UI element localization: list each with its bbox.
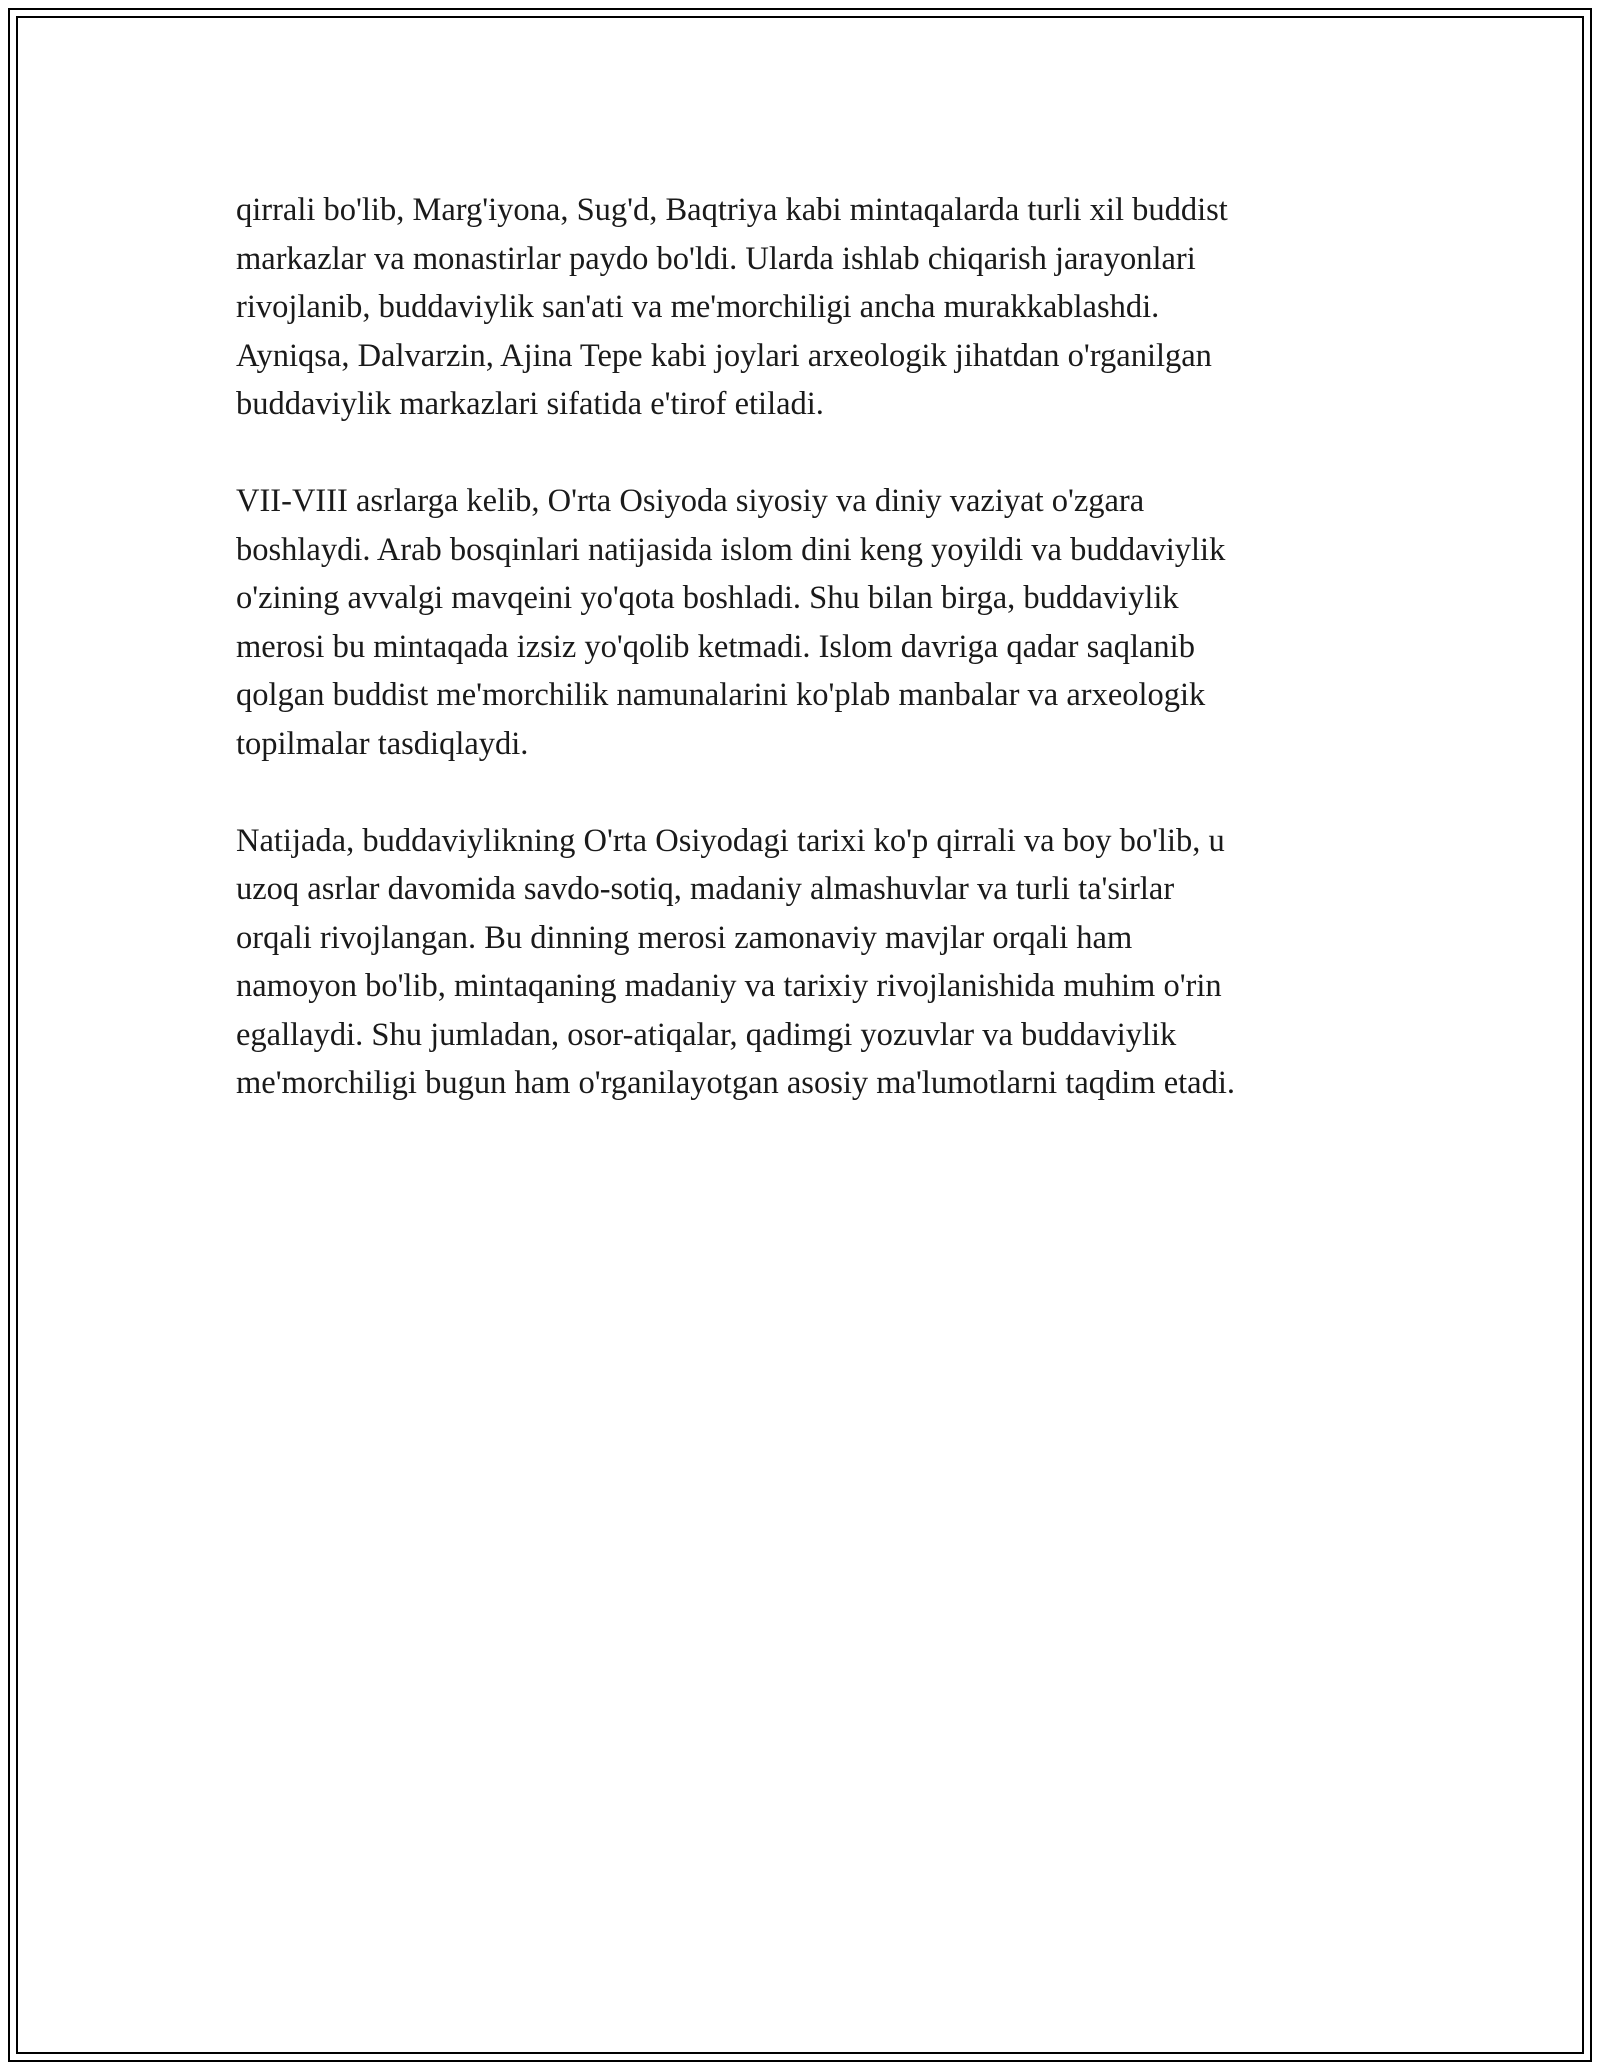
document-body — [236, 186, 1386, 1156]
paragraph-1: qirrali bo'lib, Marg'iyona, Sug'd, Baqtriya kabi mintaqalarda turli xil buddist markazlar va monastirlar paydo bo'ldi. Ularda ishlab chiqarish jarayonlari rivojlanib, buddaviylik san'ati va me'morchiligi ancha murakkablashdi. Ayniqsa, Dalvarzin, Ajina Tepe kabi joylari arxeologik jihatdan o'rganilgan buddaviylik markazlari sifatida e'tirof etiladi. — [236, 192, 1228, 422]
paragraph-3: Natijada, buddaviylikning O'rta Osiyodagi tarixi ko'p qirrali va boy bo'lib, u uzoq asrlar davomida savdo-sotiq, madaniy almashuvlar va turli ta'sirlar orqali rivojlangan. Bu dinning merosi zamonaviy mavjlar orqali ham namoyon bo'lib, mintaqaning madaniy va tarixiy rivojlanishida muhim o'rin egallaydi. Shu jumladan, osor-atiqalar, qadimgi yozuvlar va buddaviylik me'morchiligi bugun ham o'rganilayotgan asosiy ma'lumotlarni taqdim etadi. — [236, 822, 1235, 1101]
paragraph-2: VII-VIII asrlarga kelib, O'rta Osiyoda siyosiy va diniy vaziyat o'zgara boshlaydi. Arab bosqinlari natijasida islom dini keng yoyildi va buddaviylik o'zining avvalgi mavqeini yo'qota boshladi. Shu bilan birga, buddaviylik merosi bu mintaqada izsiz yo'qolib ketmadi. Islom davriga qadar saqlanib qolgan buddist me'morchilik namunalarini ko'plab manbalar va arxeologik topilmalar tasdiqlaydi. — [236, 483, 1226, 762]
